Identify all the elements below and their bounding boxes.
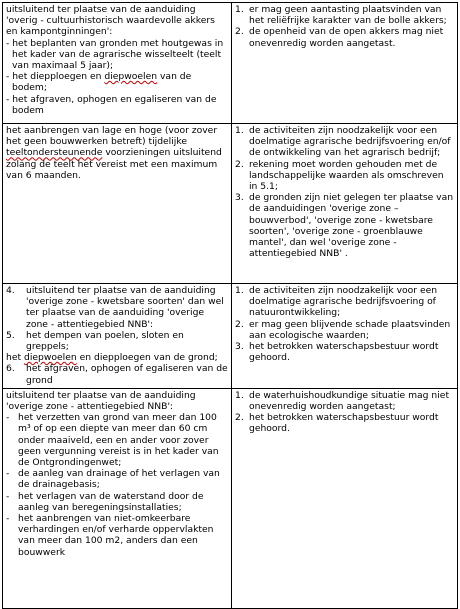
condition-cell: [232, 3, 458, 124]
activity-cell: [3, 388, 232, 608]
list-item: - het aanbrengen van niet-omkeerbare verhardingen en/of verharde oppervlakten van meer dan 100 m2, anders dan een bouwwerk: [6, 513, 214, 558]
condition-cell: [232, 284, 458, 389]
list-item: - het diepploegen en diepwoelen van de bodem;: [6, 71, 192, 94]
list-item: 3. het betrokken waterschapsbestuur wordt gehoord.: [235, 341, 439, 364]
list-item: 2. de openheid van de open akkers mag niet onevenredig worden aangetast.: [235, 26, 444, 49]
list-item: 1. de activiteiten zijn noodzakelijk voor een doelmatige agrarische bedrijfsvoering of natuurontwikkeling;: [235, 285, 438, 319]
condition-cell: [232, 124, 458, 284]
list-item: - het afgraven, ophogen en egaliseren van de bodem: [6, 93, 217, 116]
table-row: [3, 3, 458, 124]
spelling-flag: diepwoelen: [104, 71, 158, 83]
activity-cell: [3, 3, 232, 124]
spelling-flag: teeltondersteunende: [6, 147, 103, 159]
table-row: [3, 284, 458, 389]
list-item: 2. rekening moet worden gehouden met de landschappelijke waarden als omschreven in 5.1;: [235, 158, 444, 193]
list-item: 2. het betrokken waterschapsbestuur wordt gehoord.: [235, 412, 439, 435]
list-item: 4. uitsluitend ter plaatse van de aanduiding 'overige zone - kwetsbare soorten' dan wel ter plaatse van de aanduiding 'overige zone - attentiegebied NNB':: [6, 285, 224, 330]
condition-cell: [232, 388, 458, 608]
cell-intro: uitsluitend ter plaatse van de aanduiding 'overig - cultuurhistorisch waardevolle akkers en kampontginningen':: [6, 4, 215, 38]
list-item: 2. er mag geen blijvende schade plaatsvinden aan ecologische waarden;: [235, 318, 451, 341]
list-item: - de aanleg van drainage of het verlagen van de drainagebasis;: [6, 468, 220, 491]
activity-cell: [3, 284, 232, 389]
cell-intro: uitsluitend ter plaatse van de aanduiding 'overige zone - attentiegebied NNB':: [6, 389, 196, 413]
spelling-flag: diepwoelen: [24, 352, 77, 364]
table-row: [3, 388, 458, 608]
list-item: 3. de gronden zijn niet gelegen ter plaatse van de aanduidingen 'overige zone – bouwverbod', 'overige zone - kwetsbare soorten', 'overige zone - groenblauwe mantel', dan wel 'overige zone - attentiegebied NNB' .: [235, 192, 454, 260]
table-row: [3, 124, 458, 284]
list-item: - het verzetten van grond van meer dan 100 m³ of op een diepte van meer dan 60 cm onder maaiveld, een en ander voor zover geen vergunning vereist is in het kader van de Ontgrondingenwet;: [6, 412, 219, 469]
list-item: het diepwoelen en diepploegen van de grond;: [6, 352, 218, 364]
cell-intro: het aanbrengen van lage en hoge (voor zover het geen bouwwerken betreft) tijdelijke teeltondersteunende voorzieningen uitsluitend zolang de teelt het vereist met een maximum van 6 maanden.: [6, 125, 222, 181]
activity-cell: [3, 124, 232, 284]
list-item: 5. het dempen van poelen, sloten en greppels;: [6, 329, 184, 353]
list-item: 6. het afgraven, ophogen of egaliseren van de grond: [6, 363, 228, 386]
conditions-table: [2, 2, 458, 609]
list-item: - het verlagen van de waterstand door de aanleg van beregeningsinstallaties;: [6, 490, 204, 513]
list-item: - het beplanten van gronden met houtgewas in het kader van de agrarische wisselteelt (teelt van maximaal 5 jaar);: [6, 37, 224, 72]
list-item: 1. er mag geen aantasting plaatsvinden van het reliëfrijke karakter van de bolle akkers;: [235, 4, 447, 27]
list-item: 1. de waterhuishoudkundige situatie mag niet onevenredig worden aangetast;: [235, 389, 450, 413]
list-item: 1. de activiteiten zijn noodzakelijk voor een doelmatige agrarische bedrijfsvoering en/of de ontwikkeling van het agrarisch bedrijf;: [235, 125, 451, 159]
